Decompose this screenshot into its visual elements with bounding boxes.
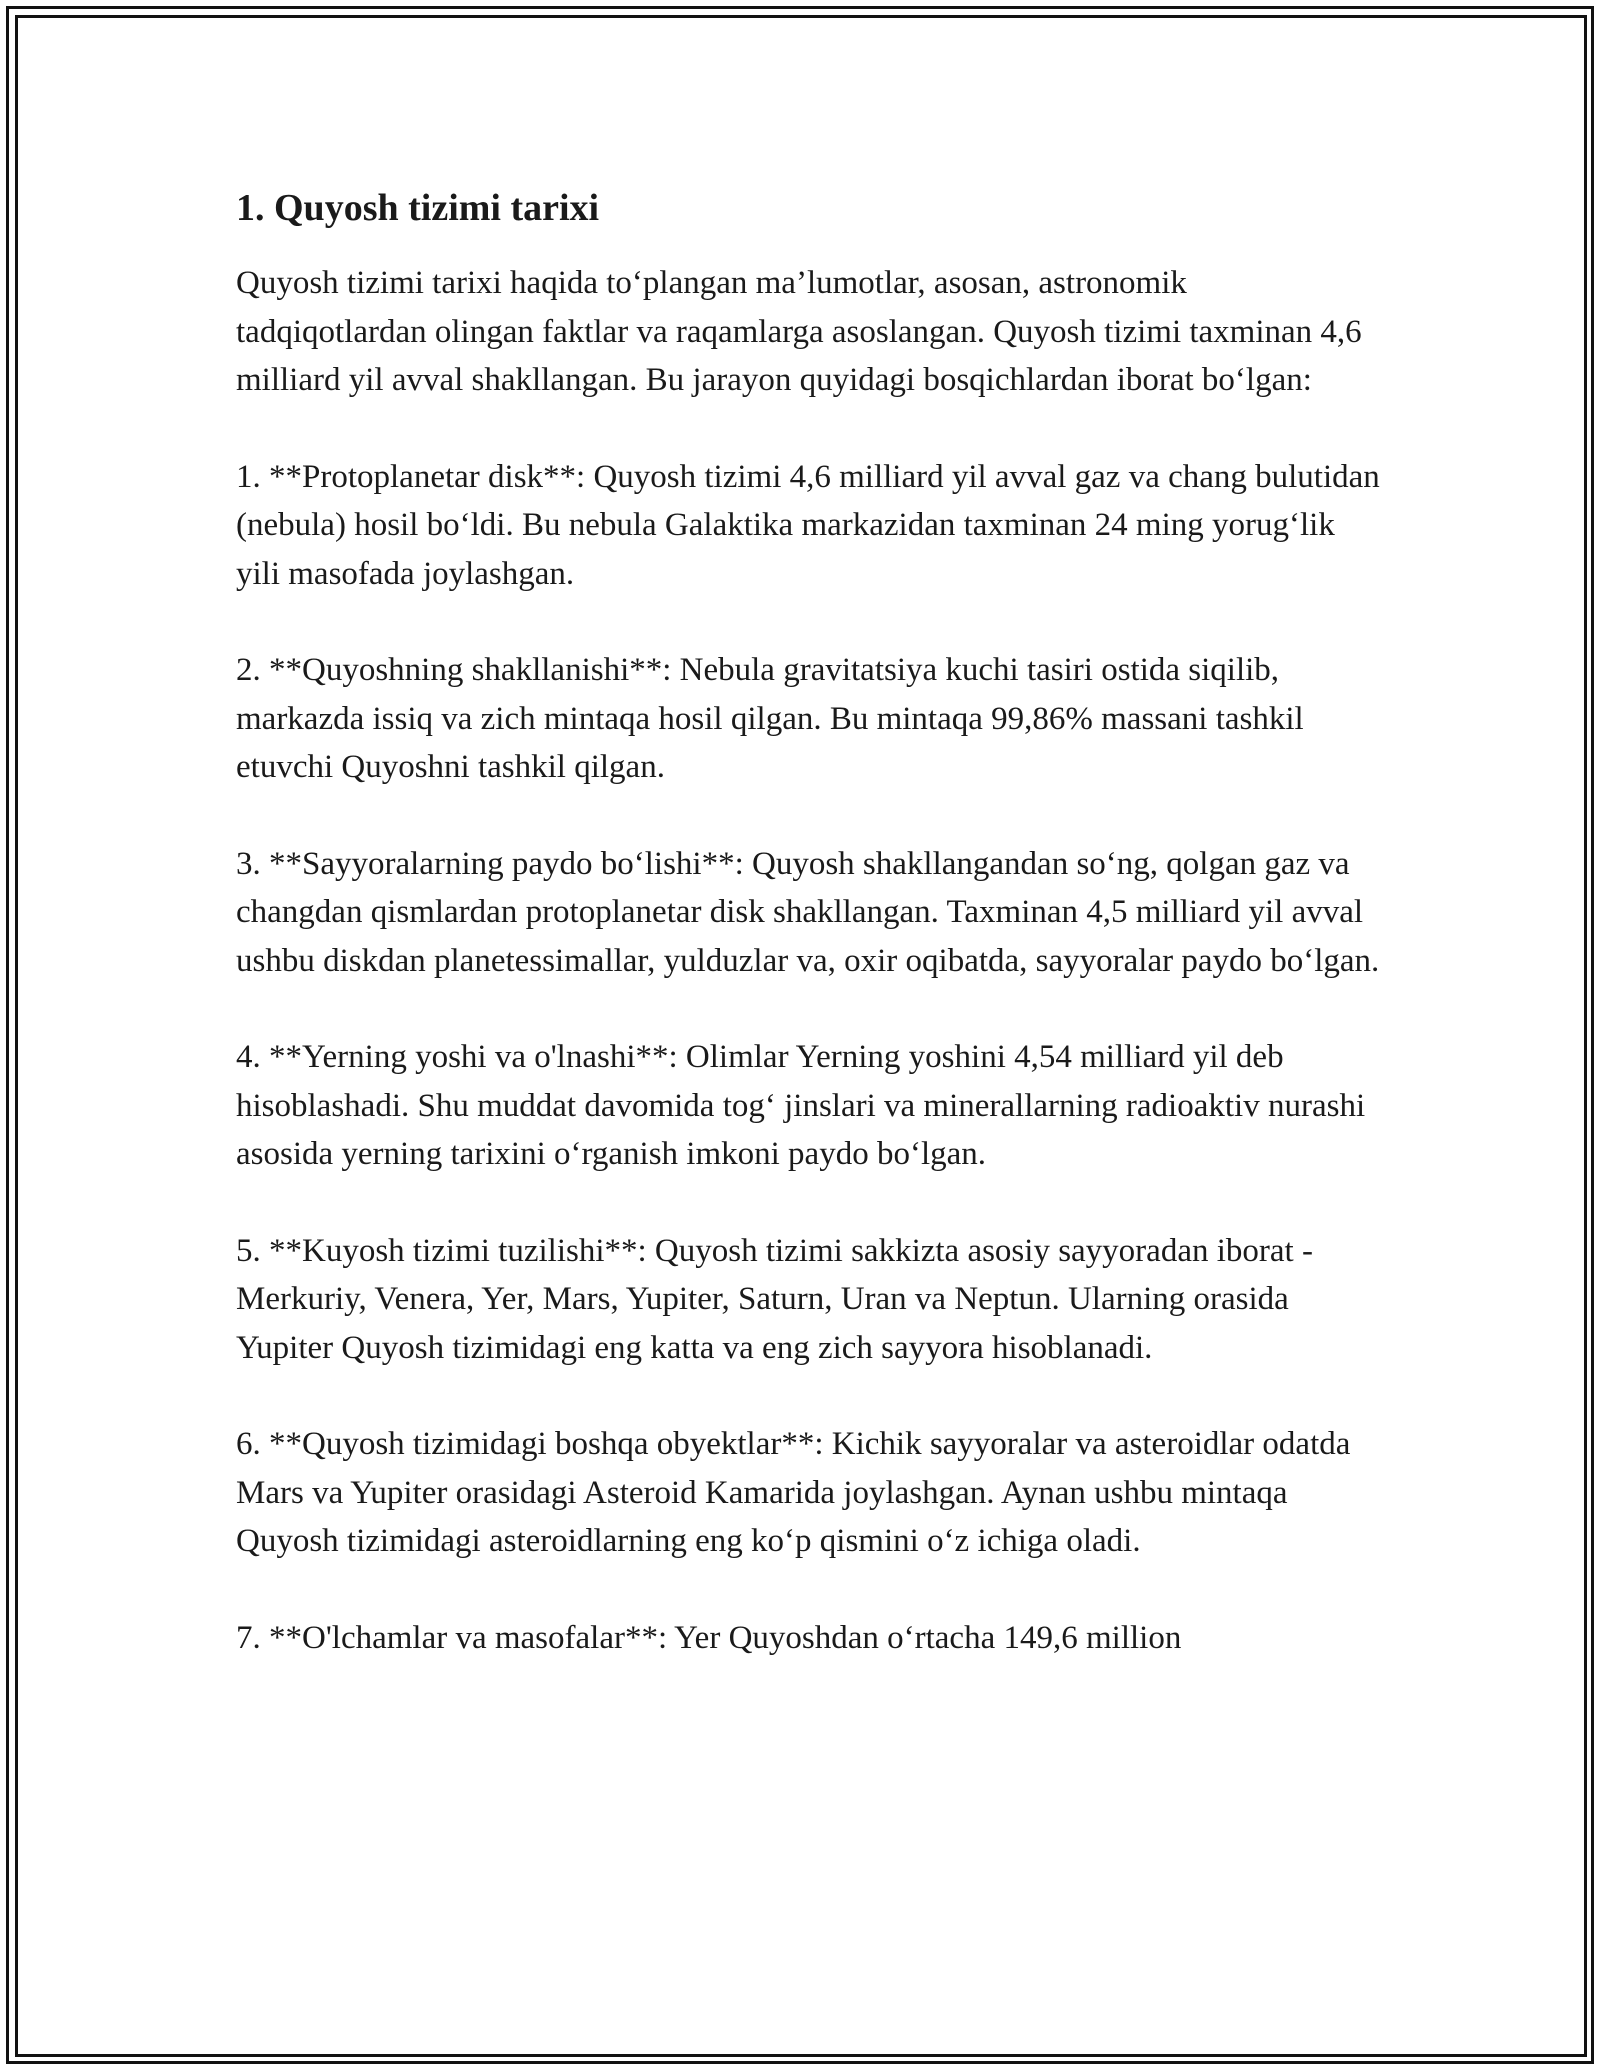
list-item-protoplanetar-disk: 1. **Protoplanetar disk**: Quyosh tizimi 4,6 milliard yil avval gaz va chang bulutidan (nebula) hosil bo‘ldi. Bu nebula Galaktika markazidan taxminan 24 ming yorug‘lik yili masofada joylashgan. bbox=[236, 458, 1380, 592]
list-item-yerning-yoshi: 4. **Yerning yoshi va o'lnashi**: Olimlar Yerning yoshini 4,54 milliard yil deb hisoblashadi. Shu muddat davomida tog‘ jinslari va minerallarning radioaktiv nurashi asosida yerning tarixini o‘rganish imkoni paydo bo‘lgan. bbox=[236, 1039, 1366, 1173]
list-item-tizim-tuzilishi: 5. **Kuyosh tizimi tuzilishi**: Quyosh tizimi sakkizta asosiy sayyoradan iborat - Merkuriy, Venera, Yer, Mars, Yupiter, Saturn, Uran va Neptun. Ularning orasida Yupiter Quyosh tizimidagi eng katta va eng zich sayyora hisoblanadi. bbox=[236, 1232, 1313, 1366]
document-body bbox=[236, 184, 1381, 1710]
list-item-sayyoralar-paydo-bolishi: 3. **Sayyoralarning paydo bo‘lishi**: Quyosh shakllangandan so‘ng, qolgan gaz va changdan qismlardan protoplanetar disk shakllangan. Taxminan 4,5 milliard yil avval ushbu diskdan planetessimallar, yulduzlar va, oxir oqibatda, sayyoralar paydo bo‘lgan. bbox=[236, 845, 1380, 979]
list-item-quyosh-shakllanishi: 2. **Quyoshning shakllanishi**: Nebula gravitatsiya kuchi tasiri ostida siqilib, markazda issiq va zich mintaqa hosil qilgan. Bu mintaqa 99,86% massani tashkil etuvchi Quyoshni tashkil qilgan. bbox=[236, 652, 1304, 786]
section-heading: 1. Quyosh tizimi tarixi bbox=[236, 187, 600, 229]
list-item-olchamlar-masofalar: 7. **O'lchamlar va masofalar**: Yer Quyoshdan o‘rtacha 149,6 million bbox=[236, 1619, 1182, 1656]
intro-paragraph: Quyosh tizimi tarixi haqida to‘plangan ma’lumotlar, asosan, astronomik tadqiqotlardan olingan faktlar va raqamlarga asoslangan. Quyosh tizimi taxminan 4,6 milliard yil avval shakllangan. Bu jarayon quyidagi bosqichlardan iborat bo‘lgan: bbox=[236, 265, 1362, 399]
list-item-boshqa-obyektlar: 6. **Quyosh tizimidagi boshqa obyektlar**: Kichik sayyoralar va asteroidlar odatda Mars va Yupiter orasidagi Asteroid Kamarida joylashgan. Aynan ushbu mintaqa Quyosh tizimidagi asteroidlarning eng ko‘p qismini o‘z ichiga oladi. bbox=[236, 1426, 1351, 1560]
